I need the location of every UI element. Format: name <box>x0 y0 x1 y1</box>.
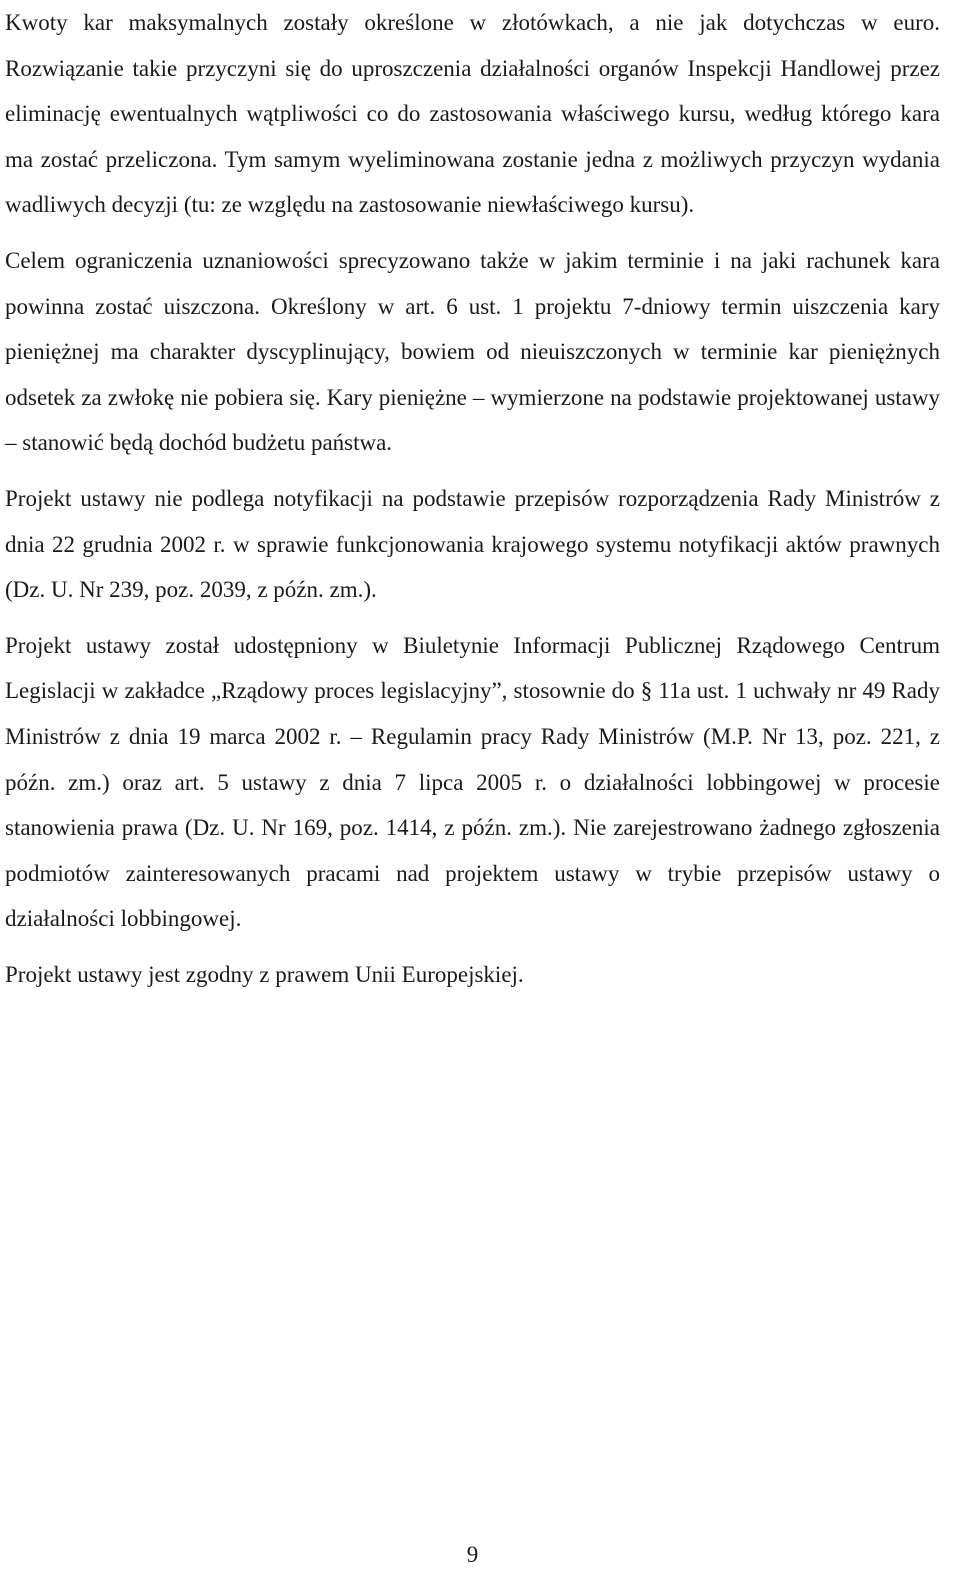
paragraph-publication: Projekt ustawy został udostępniony w Biuletynie Informacji Publicznej Rządowego Centrum Legislacji w zakładce „Rządowy proces legislacyjny”, stosownie do § 11a ust. 1 uchwały nr 49 Rady Ministrów z dnia 19 marca 2002 r. – Regulamin pracy Rady Ministrów (M.P. Nr 13, poz. 221, z późn. zm.) oraz art. 5 ustawy z dnia 7 lipca 2005 r. o działalności lobbingowej w procesie stanowienia prawa (Dz. U. Nr 169, poz. 1414, z późn. zm.). Nie zarejestrowano żadnego zgłoszenia podmiotów zainteresowanych pracami nad projektem ustawy w trybie przepisów ustawy o działalności lobbingowej. <box>5 632 940 932</box>
document-body <box>5 0 940 1007</box>
page-number: 9 <box>466 1542 479 1567</box>
paragraph-eu-compliance: Projekt ustawy jest zgodny z prawem Unii Europejskiej. <box>5 961 524 987</box>
paragraph-penalty-amounts: Kwoty kar maksymalnych zostały określone w złotówkach, a nie jak dotychczas w euro. Rozwiązanie takie przyczyni się do uproszczenia działalności organów Inspekcji Handlowej przez eliminację ewentualnych wątpliwości co do zastosowania właściwego kursu, według którego kara ma zostać przeliczona. Tym samym wyeliminowana zostanie jedna z możliwych przyczyn wydania wadliwych decyzji (tu: ze względu na zastosowanie niewłaściwego kursu). <box>5 10 940 218</box>
paragraph-payment-deadline: Celem ograniczenia uznaniowości sprecyzowano także w jakim terminie i na jaki rachunek kara powinna zostać uiszczona. Określony w art. 6 ust. 1 projektu 7-dniowy termin uiszczenia kary pieniężnej ma charakter dyscyplinujący, bowiem od nieuiszczonych w terminie kar pieniężnych odsetek za zwłokę nie pobiera się. Kary pieniężne – wymierzone na podstawie projektowanej ustawy – stanowić będą dochód budżetu państwa. <box>5 247 940 456</box>
paragraph-notification: Projekt ustawy nie podlega notyfikacji na podstawie przepisów rozporządzenia Rady Ministrów z dnia 22 grudnia 2002 r. w sprawie funkcjonowania krajowego systemu notyfikacji aktów prawnych (Dz. U. Nr 239, poz. 2039, z późn. zm.). <box>5 485 940 603</box>
